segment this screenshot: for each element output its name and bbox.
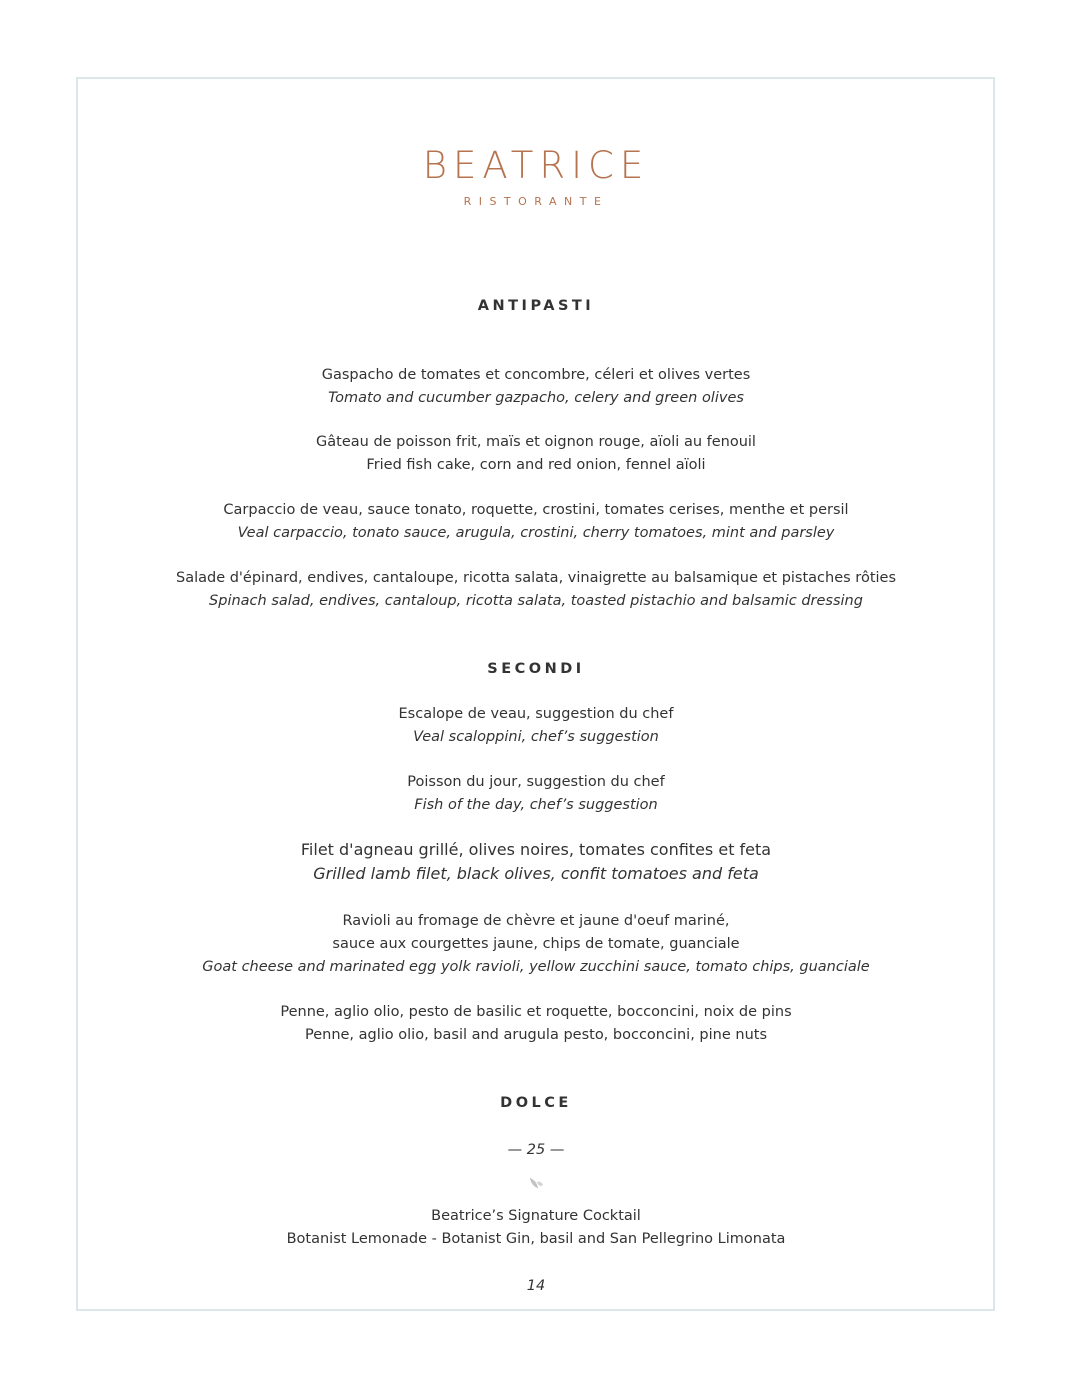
section-title-dolce: DOLCE bbox=[500, 1095, 572, 1111]
dish-name-fr: Salade d'épinard, endives, cantaloupe, ricotta salata, vinaigrette au balsamique et pistaches rôties bbox=[175, 570, 897, 586]
dish-name-fr: Carpaccio de veau, sauce tonato, roquette, crostini, tomates cerises, menthe et persil bbox=[223, 502, 849, 518]
dish-name-fr: Gaspacho de tomates et concombre, céleri et olives vertes bbox=[321, 367, 751, 383]
section-title-antipasti: ANTIPASTI bbox=[477, 298, 595, 314]
cocktail-title: Beatrice’s Signature Cocktail bbox=[431, 1208, 641, 1224]
price: — 25 — bbox=[507, 1142, 565, 1158]
signature-cocktail bbox=[0, 1205, 1072, 1251]
dish-name-en: Veal scaloppini, chef’s suggestion bbox=[413, 729, 659, 745]
dish-name-en: Spinach salad, endives, cantaloup, ricotta salata, toasted pistachio and balsamic dressing bbox=[209, 593, 863, 609]
menu-item bbox=[0, 910, 1072, 979]
dish-name-en: Fried fish cake, corn and red onion, fennel aïoli bbox=[366, 457, 706, 473]
cocktail-description: Botanist Lemonade - Botanist Gin, basil and San Pellegrino Limonata bbox=[286, 1231, 786, 1247]
menu-item bbox=[0, 771, 1072, 817]
dish-name-en: Penne, aglio olio, basil and arugula pesto, bocconcini, pine nuts bbox=[304, 1027, 767, 1043]
menu-page-frame bbox=[76, 77, 995, 1311]
menu-item bbox=[0, 838, 1072, 886]
page-number: 14 bbox=[526, 1278, 546, 1294]
menu-item bbox=[0, 567, 1072, 613]
menu-item bbox=[0, 499, 1072, 545]
menu-item bbox=[0, 1001, 1072, 1047]
leaf-icon bbox=[528, 1176, 544, 1190]
dish-name-en: Veal carpaccio, tonato sauce, arugula, crostini, cherry tomatoes, mint and parsley bbox=[237, 525, 835, 541]
dish-name-en: Fish of the day, chef’s suggestion bbox=[414, 797, 658, 813]
restaurant-logo: BEATRICE bbox=[422, 144, 650, 187]
menu-item bbox=[0, 364, 1072, 410]
restaurant-subtitle: RISTORANTE bbox=[463, 195, 609, 208]
menu-item bbox=[0, 703, 1072, 749]
dish-name-fr: Ravioli au fromage de chèvre et jaune d'oeuf mariné, bbox=[342, 913, 730, 929]
dish-name-fr: Gâteau de poisson frit, maïs et oignon rouge, aïoli au fenouil bbox=[316, 434, 756, 450]
dish-name-en: Goat cheese and marinated egg yolk ravioli, yellow zucchini sauce, tomato chips, guanciale bbox=[202, 959, 870, 975]
dish-name-fr: Poisson du jour, suggestion du chef bbox=[407, 774, 665, 790]
dish-name-fr: Escalope de veau, suggestion du chef bbox=[398, 706, 674, 722]
dish-name-fr: Filet d'agneau grillé, olives noires, tomates confites et feta bbox=[300, 840, 772, 859]
dish-name-fr: Penne, aglio olio, pesto de basilic et roquette, bocconcini, noix de pins bbox=[280, 1004, 792, 1020]
dish-name-en: Tomato and cucumber gazpacho, celery and green olives bbox=[328, 390, 744, 406]
dish-name-fr: sauce aux courgettes jaune, chips de tomate, guanciale bbox=[332, 936, 740, 952]
menu-item bbox=[0, 431, 1072, 477]
dish-name-en: Grilled lamb filet, black olives, confit tomatoes and feta bbox=[313, 864, 759, 883]
section-title-secondi: SECONDI bbox=[487, 661, 585, 677]
